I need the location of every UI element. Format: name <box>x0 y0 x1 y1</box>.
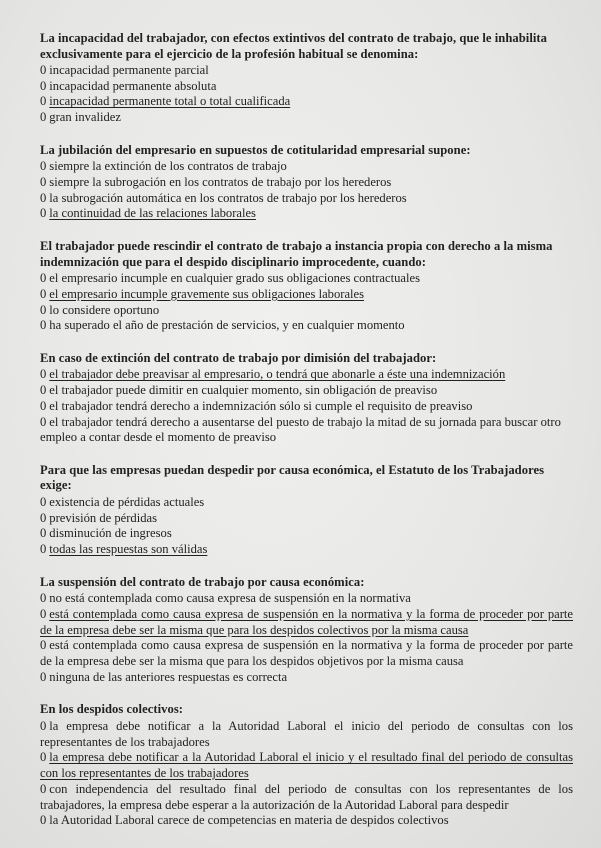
option-text: el trabajador debe preavisar al empresario, o tendrá que abonarle a éste una indemnización <box>49 367 506 382</box>
question-title: La suspensión del contrato de trabajo por causa económica: <box>40 574 365 589</box>
option[interactable] <box>40 318 573 334</box>
option-text: con independencia del resultado final del periodo de consultas con los representantes de los trabajadores, la empresa debe esperar a la autorización de la Autoridad Laboral para despedir <box>40 781 573 812</box>
radio-bullet[interactable]: 0 <box>40 750 47 765</box>
radio-bullet[interactable]: 0 <box>40 526 47 541</box>
radio-bullet[interactable]: 0 <box>40 510 47 525</box>
option-text: siempre la subrogación en los contratos de trabajo por los herederos <box>49 175 392 190</box>
question-5 <box>40 463 573 558</box>
option-text: existencia de pérdidas actuales <box>49 494 205 509</box>
option-text: disminución de ingresos <box>49 526 172 541</box>
radio-bullet[interactable]: 0 <box>40 591 47 606</box>
question-7 <box>40 702 573 828</box>
question-title: Para que las empresas puedan despedir por causa económica, el Estatuto de los Trabajadores exige: <box>40 462 545 493</box>
option-text: incapacidad permanente total o total cualificada <box>49 94 291 109</box>
radio-bullet[interactable]: 0 <box>40 383 47 398</box>
option-text: incapacidad permanente absoluta <box>49 78 217 93</box>
option[interactable] <box>40 383 573 399</box>
option-text: el trabajador puede dimitir en cualquier momento, sin obligación de preaviso <box>49 383 438 398</box>
option-text: la Autoridad Laboral carece de competencias en materia de despidos colectivos <box>49 813 449 828</box>
option[interactable] <box>40 399 573 415</box>
radio-bullet[interactable]: 0 <box>40 318 47 333</box>
option-text: el empresario incumple en cualquier grado sus obligaciones contractuales <box>49 271 420 286</box>
question-2 <box>40 143 573 222</box>
option-text: no está contemplada como causa expresa de suspensión en la normativa <box>49 591 411 606</box>
option[interactable] <box>40 271 573 287</box>
option-text: el empresario incumple gravemente sus obligaciones laborales <box>49 286 365 301</box>
option-text: la continuidad de las relaciones laborales <box>49 206 256 221</box>
option[interactable] <box>40 110 573 126</box>
option[interactable] <box>40 303 573 319</box>
option[interactable] <box>40 526 573 542</box>
radio-bullet[interactable]: 0 <box>40 542 47 557</box>
radio-bullet[interactable]: 0 <box>40 190 47 205</box>
option-correct[interactable] <box>40 206 573 222</box>
radio-bullet[interactable]: 0 <box>40 159 47 174</box>
option-text: ha superado el año de prestación de servicios, y en cualquier momento <box>49 318 405 333</box>
option[interactable] <box>40 813 573 829</box>
question-title: La jubilación del empresario en supuestos de cotitularidad empresarial supone: <box>40 142 471 157</box>
option[interactable] <box>40 511 573 527</box>
radio-bullet[interactable]: 0 <box>40 302 47 317</box>
option-text: está contemplada como causa expresa de suspensión en la normativa y la forma de proceder por parte de la empresa debe ser la misma que para los despidos objetivos por la misma causa <box>40 638 573 669</box>
question-4 <box>40 351 573 446</box>
option-correct[interactable] <box>40 542 573 558</box>
option-text: gran invalidez <box>49 110 121 125</box>
option-correct[interactable] <box>40 94 573 110</box>
option-text: la subrogación automática en los contratos de trabajo por los herederos <box>49 190 407 205</box>
radio-bullet[interactable]: 0 <box>40 367 47 382</box>
option-correct[interactable] <box>40 367 573 383</box>
radio-bullet[interactable]: 0 <box>40 669 47 684</box>
option[interactable] <box>40 191 573 207</box>
radio-bullet[interactable]: 0 <box>40 606 47 621</box>
radio-bullet[interactable]: 0 <box>40 78 47 93</box>
question-title: En los despidos colectivos: <box>40 702 184 717</box>
option[interactable] <box>40 591 573 607</box>
option[interactable] <box>40 159 573 175</box>
option-text: siempre la extinción de los contratos de trabajo <box>49 159 287 174</box>
option[interactable] <box>40 175 573 191</box>
option[interactable] <box>40 415 573 446</box>
radio-bullet[interactable]: 0 <box>40 286 47 301</box>
radio-bullet[interactable]: 0 <box>40 206 47 221</box>
radio-bullet[interactable]: 0 <box>40 718 47 733</box>
question-title: La incapacidad del trabajador, con efectos extintivos del contrato de trabajo, que le inhabilita exclusivamente para el ejercicio de la profesión habitual se denomina: <box>40 31 548 61</box>
radio-bullet[interactable]: 0 <box>40 813 47 828</box>
question-6 <box>40 575 573 686</box>
option-text: ninguna de las anteriores respuestas es correcta <box>49 669 288 684</box>
option-text: el trabajador tendrá derecho a ausentarse del puesto de trabajo la mitad de su jornada para buscar otro empleo a contar desde el momento de preaviso <box>40 414 561 445</box>
option[interactable] <box>40 79 573 95</box>
option-correct[interactable] <box>40 750 573 781</box>
option-correct[interactable] <box>40 287 573 303</box>
option-correct[interactable] <box>40 607 573 638</box>
option-text: el trabajador tendrá derecho a indemnización sólo si cumple el requisito de preaviso <box>49 398 473 413</box>
radio-bullet[interactable]: 0 <box>40 94 47 109</box>
option-text: previsión de pérdidas <box>49 510 158 525</box>
option[interactable] <box>40 782 573 813</box>
radio-bullet[interactable]: 0 <box>40 414 47 429</box>
option-text: lo considere oportuno <box>49 302 160 317</box>
radio-bullet[interactable]: 0 <box>40 398 47 413</box>
radio-bullet[interactable]: 0 <box>40 638 47 653</box>
option[interactable] <box>40 670 573 686</box>
question-1 <box>40 31 573 126</box>
radio-bullet[interactable]: 0 <box>40 110 47 125</box>
option-text: incapacidad permanente parcial <box>49 63 209 77</box>
question-3 <box>40 239 573 334</box>
option[interactable] <box>40 495 573 511</box>
question-title: En caso de extinción del contrato de trabajo por dimisión del trabajador: <box>40 350 437 365</box>
radio-bullet[interactable]: 0 <box>40 175 47 190</box>
radio-bullet[interactable]: 0 <box>40 63 47 77</box>
option-text: la empresa debe notificar a la Autoridad Laboral el inicio y el resultado final del periodo de consultas con los representantes de los trabajadores <box>40 750 573 781</box>
radio-bullet[interactable]: 0 <box>40 781 47 796</box>
question-title: El trabajador puede rescindir el contrato de trabajo a instancia propia con derecho a la misma indemnización que para el despido disciplinario improcedente, cuando: <box>40 239 553 269</box>
option-text: todas las respuestas son válidas <box>49 542 208 557</box>
option[interactable] <box>40 638 573 669</box>
option-text: está contemplada como causa expresa de suspensión en la normativa y la forma de proceder por parte de la empresa debe ser la misma que para los despidos colectivos por la misma causa <box>40 606 573 637</box>
option[interactable] <box>40 719 573 750</box>
radio-bullet[interactable]: 0 <box>40 271 47 286</box>
option-text: la empresa debe notificar a la Autoridad Laboral el inicio del periodo de consultas con los representantes de los trabajadores <box>40 718 573 749</box>
radio-bullet[interactable]: 0 <box>40 494 47 509</box>
option[interactable] <box>40 63 573 79</box>
